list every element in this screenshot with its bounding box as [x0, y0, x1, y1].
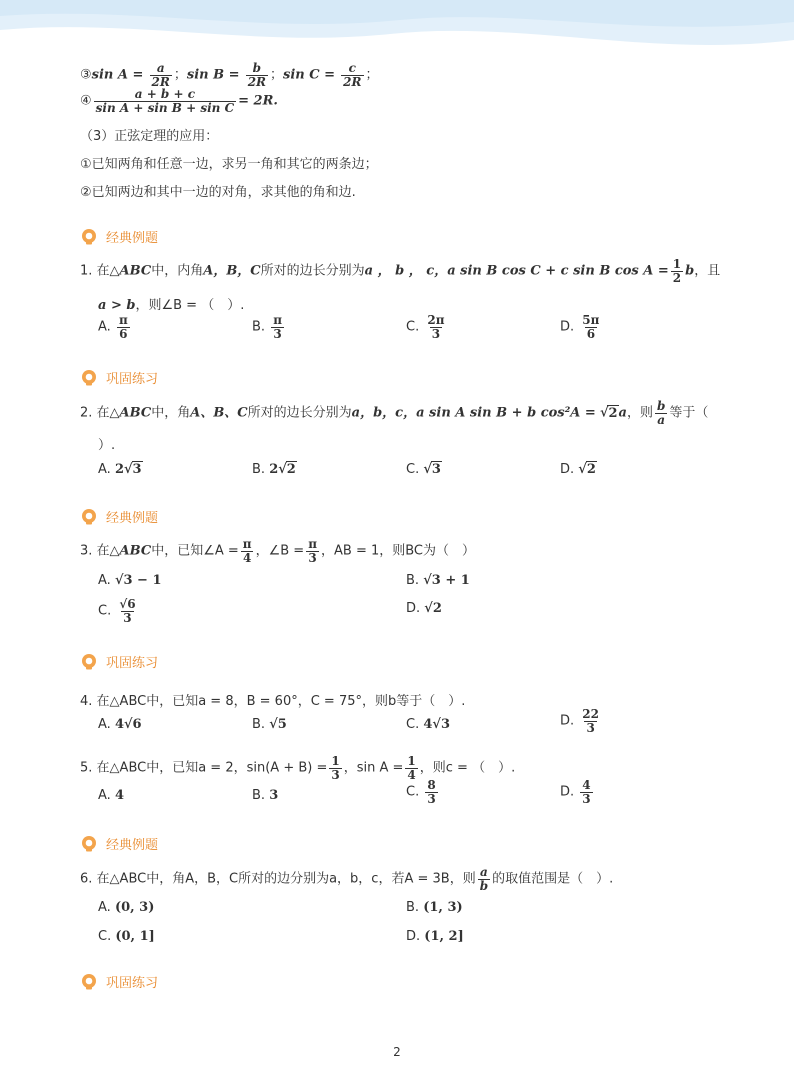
- fraction-b-a: $\frac{b}{a}$: [656, 399, 666, 427]
- fraction-half: $\frac{1}{2}$: [672, 257, 682, 285]
- q6-option-c[interactable]: C. (0, 1]: [98, 929, 155, 944]
- lightbulb-icon: [80, 973, 98, 991]
- question-2-line-2: ）.: [98, 438, 116, 453]
- lightbulb-icon: [80, 508, 98, 526]
- fraction-sum: $\frac{a + b + c}{\text{sin A + sin B + sin C}}$: [95, 87, 235, 115]
- q6-option-a[interactable]: A. (0, 3): [98, 900, 155, 915]
- application-title: （3）正弦定理的应用：: [80, 129, 219, 144]
- header-wave-decoration: [0, 0, 794, 60]
- q3-option-d[interactable]: D. √2: [406, 601, 442, 616]
- fraction-c-2r: $\frac{c}{2R}$: [343, 61, 362, 89]
- q4-option-a[interactable]: A. 4√6: [98, 717, 142, 732]
- lightbulb-icon: [80, 228, 98, 246]
- application-item-1: ①已知两角和任意一边，求另一角和其它的两条边；: [80, 157, 378, 172]
- q2-option-a[interactable]: A. 2√3: [98, 462, 142, 477]
- application-item-2: ②已知两边和其中一边的对角，求其他的角和边.: [80, 185, 356, 200]
- q1-option-b[interactable]: B. $\frac{\pi}{3}$: [252, 313, 282, 341]
- lightbulb-icon: [80, 653, 98, 671]
- question-6: 6. 在△ABC中，角A，B，C所对的边分别为a，b，c，若A = 3B，则 $\frac{a}{b}$ 的取值范围是（ ）.: [80, 865, 614, 893]
- fraction-b-2r: $\frac{b}{2R}$: [247, 61, 267, 89]
- section-header-practice-2: 巩固练习: [80, 652, 158, 671]
- q5-option-d[interactable]: D. $\frac{4}{3}$: [560, 778, 591, 806]
- question-1-line-2: a > b，则∠B = （ ）.: [98, 298, 245, 313]
- lightbulb-icon: [80, 835, 98, 853]
- q1-option-c[interactable]: C. $\frac{2\pi}{3}$: [406, 313, 445, 341]
- section-header-classic-1: 经典例题: [80, 227, 158, 246]
- question-1: 1. 在△ABC中，内角A，B，C所对的边长分别为a ， b ， c，a sin B cos C + c sin B cos A = $\frac{1}{2}$ b，且: [80, 257, 721, 285]
- q6-option-b[interactable]: B. (1, 3): [406, 900, 463, 915]
- section-header-practice-3: 巩固练习: [80, 972, 158, 991]
- q3-option-b[interactable]: B. √3 + 1: [406, 573, 470, 588]
- section-header-practice-1: 巩固练习: [80, 368, 158, 387]
- q5-option-c[interactable]: C. $\frac{8}{3}$: [406, 778, 436, 806]
- q6-option-d[interactable]: D. (1, 2]: [406, 929, 464, 944]
- theory-line-3: ③sin A = $\frac{a}{2R}$ ；sin B = $\frac{b}{2R}$ ；sin C = $\frac{c}{2R}$ ；: [80, 61, 379, 89]
- page-number: 2: [393, 1045, 401, 1059]
- fraction-a-2r: $\frac{a}{2R}$: [151, 61, 170, 89]
- question-3: 3. 在△ABC中，已知∠A = $\frac{\pi}{4}$ ，∠B = $\frac{\pi}{3}$ ，AB = 1，则BC为（ ）: [80, 537, 476, 565]
- q3-option-a[interactable]: A. √3 − 1: [98, 573, 162, 588]
- q2-option-b[interactable]: B. 2√2: [252, 462, 296, 477]
- section-header-classic-2: 经典例题: [80, 507, 158, 526]
- q4-option-c[interactable]: C. 4√3: [406, 717, 450, 732]
- q4-option-d[interactable]: D. $\frac{22}{3}$: [560, 707, 599, 735]
- lightbulb-icon: [80, 369, 98, 387]
- q5-option-b[interactable]: B. 3: [252, 788, 279, 803]
- q5-option-a[interactable]: A. 4: [98, 788, 124, 803]
- q1-option-a[interactable]: A. $\frac{\pi}{6}$: [98, 313, 128, 341]
- section-header-classic-3: 经典例题: [80, 834, 158, 853]
- q3-option-c[interactable]: C. $\frac{√6}{3}$: [98, 597, 136, 625]
- question-4: 4. 在△ABC中，已知a = 8，B = 60°，C = 75°，则b等于（ ）.: [80, 694, 466, 709]
- q2-option-d[interactable]: D. √2: [560, 462, 596, 477]
- question-5: 5. 在△ABC中，已知a = 2，sin(A + B) = $\frac{1}{3}$ ，sin A = $\frac{1}{4}$ ，则c = （ ）.: [80, 754, 516, 782]
- q2-option-c[interactable]: C. √3: [406, 462, 441, 477]
- q4-option-b[interactable]: B. √5: [252, 717, 287, 732]
- q1-option-d[interactable]: D. $\frac{5\pi}{6}$: [560, 313, 600, 341]
- theory-line-4: ④ $\frac{a + b + c}{\text{sin A + sin B + sin C}}$ = 2R.: [80, 87, 278, 115]
- question-2: 2. 在△ABC中，角A、B、C所对的边长分别为a，b，c，a sin A sin B + b cos²A = √2a，则 $\frac{b}{a}$ 等于（: [80, 399, 709, 427]
